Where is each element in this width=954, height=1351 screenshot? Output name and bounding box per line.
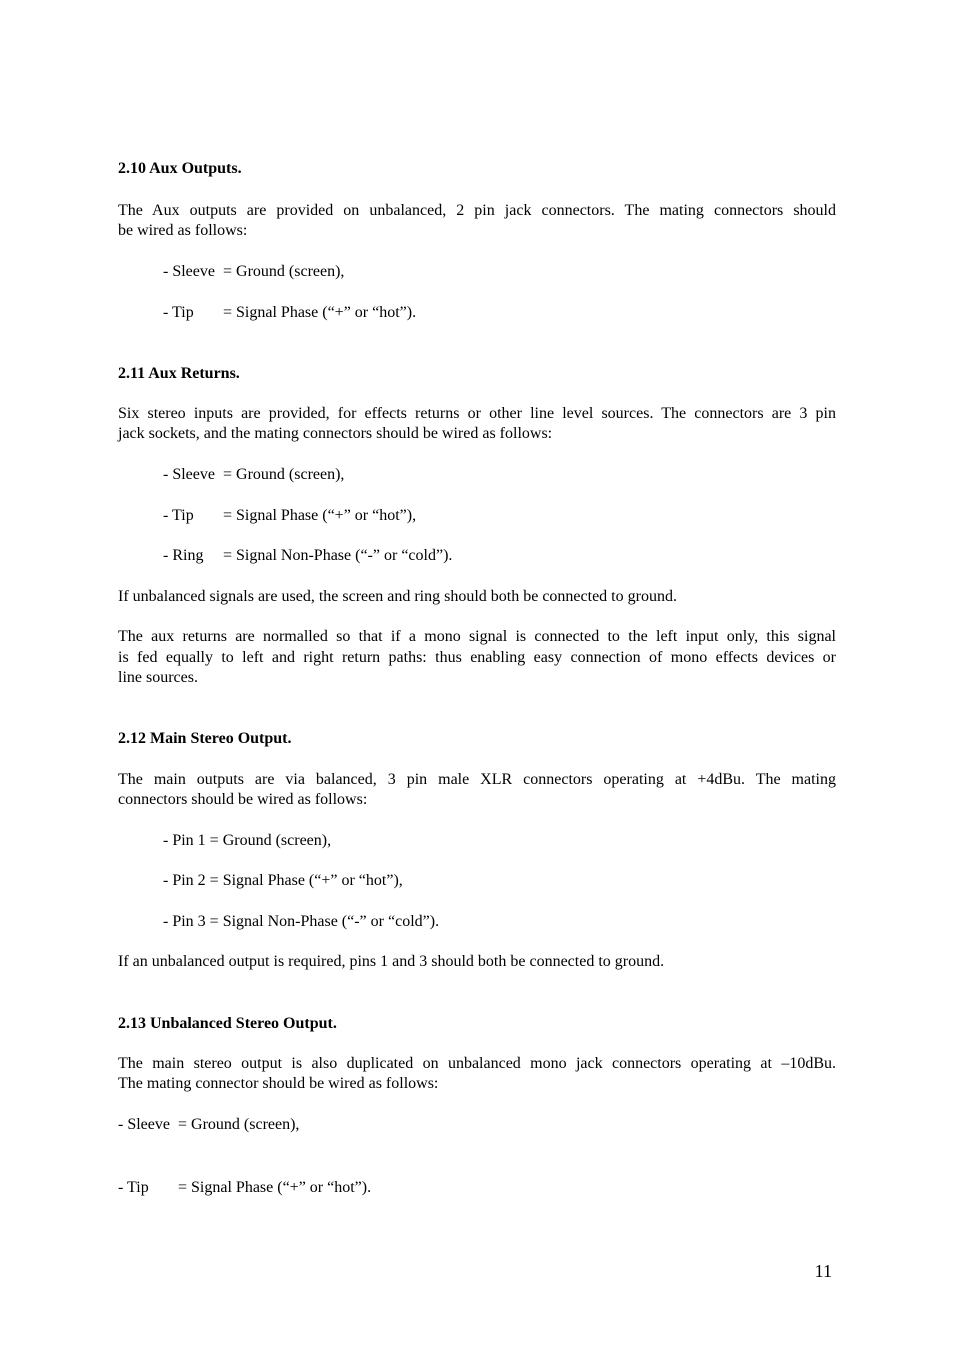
wiring-item [163,262,881,282]
wiring-item [163,303,881,323]
paragraph-line: The Aux outputs are provided on unbalanced, 2 pin jack connectors. The mating connectors should [118,202,836,219]
section-heading-2-10: 2.10 Aux Outputs. [118,160,242,177]
wiring-item [118,1115,836,1135]
paragraph-line: The main stereo output is also duplicated on unbalanced mono jack connectors operating at –10dBu. [118,1055,836,1072]
wiring-key: - Tip [163,304,194,321]
paragraph-line: jack sockets, and the mating connectors should be wired as follows: [118,425,553,442]
paragraph-line: Six stereo inputs are provided, for effects returns or other line level sources. The connectors are 3 pin [118,405,836,422]
paragraph-line: The main outputs are via balanced, 3 pin male XLR connectors operating at +4dBu. The mating [118,771,836,788]
page-number: 11 [814,1261,832,1281]
section-heading-2-11: 2.11 Aux Returns. [118,365,240,382]
wiring-value: = Ground (screen), [223,263,345,280]
section-heading-2-13: 2.13 Unbalanced Stereo Output. [118,1015,337,1032]
wiring-item [163,506,881,526]
wiring-key: - Tip [118,1179,149,1196]
wiring-key: - Sleeve [163,466,215,483]
paragraph-line: be wired as follows: [118,222,248,239]
wiring-key: - Sleeve [163,263,215,280]
wiring-value: = Signal Phase (“+” or “hot”). [178,1179,372,1196]
wiring-value: = Ground (screen), [178,1116,300,1133]
section-heading-2-12: 2.12 Main Stereo Output. [118,730,292,747]
wiring-key: - Tip [163,507,194,524]
wiring-item: - Pin 3 = Signal Non-Phase (“-” or “cold”). [163,913,440,930]
wiring-key: - Sleeve [118,1116,170,1133]
paragraph-line: line sources. [118,669,198,686]
paragraph-line: The aux returns are normalled so that if a mono signal is connected to the left input only, this signal [118,628,836,645]
paragraph-line: is fed equally to left and right return paths: thus enabling easy connection of mono effects devices or [118,649,836,666]
paragraph-line: The mating connector should be wired as follows: [118,1075,439,1092]
wiring-item: - Pin 2 = Signal Phase (“+” or “hot”), [163,872,403,889]
paragraph-line: If unbalanced signals are used, the screen and ring should both be connected to ground. [118,588,677,605]
wiring-value: = Ground (screen), [223,466,345,483]
wiring-value: = Signal Phase (“+” or “hot”), [223,507,417,524]
wiring-value: = Signal Non-Phase (“-” or “cold”). [223,547,453,564]
paragraph-line: connectors should be wired as follows: [118,791,368,808]
wiring-item [118,1178,836,1198]
wiring-item: - Pin 1 = Ground (screen), [163,832,332,849]
wiring-key: - Ring [163,547,204,564]
wiring-item [163,465,881,485]
wiring-value: = Signal Phase (“+” or “hot”). [223,304,417,321]
wiring-item [163,546,881,566]
paragraph-line: If an unbalanced output is required, pins 1 and 3 should both be connected to ground. [118,953,665,970]
